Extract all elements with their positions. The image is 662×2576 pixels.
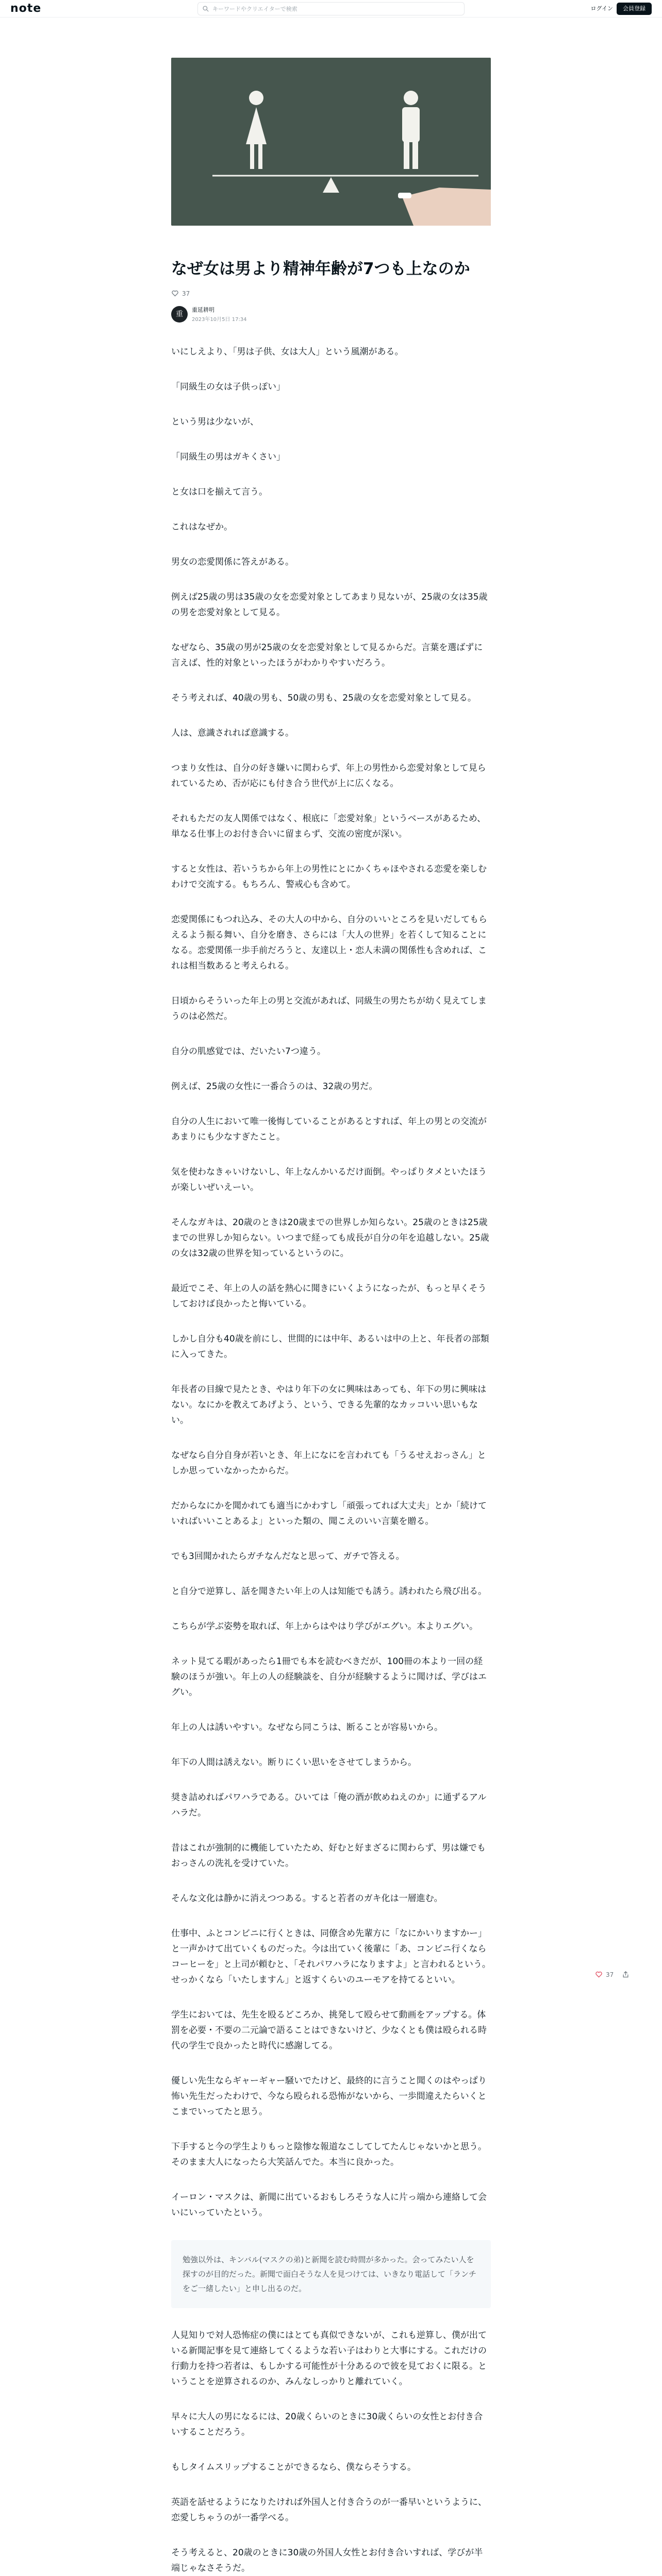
article-paragraph: いにしえより、「男は子供、女は大人」という風潮がある。 [171,347,404,357]
article-paragraph: なぜなら自分自身が若いとき、年上になにを言われても「うるせえおっさん」としか思っていなかったからだ。 [171,1450,486,1476]
article-paragraph: と女は口を揃えて言う。 [171,487,268,497]
avatar[interactable]: 重 [171,306,188,323]
article-paragraph: 「同級生の女は子供っぽい」 [171,382,285,392]
article-paragraph: 奨き詰めればパワハラである。ひいては「俺の酒が飲めねえのか」に通ずるアルハラだ。 [171,1792,487,1818]
author-name[interactable]: 重延耕明 [192,307,214,313]
article-paragraph: すると女性は、若いうちから年上の男性にとにかくちゃほやされる恋愛を楽しむわけで交流する。もちろん、警戒心も含めて。 [171,864,487,890]
article-paragraph: 最近でこそ、年上の人の話を熱心に聞きにいくようになったが、もっと早くそうしておけば良かったと悔いている。 [171,1283,487,1309]
article-paragraph: 自分の人生において唯一後悔していることがあるとすれば、年上の男との交流があまりにも少なすぎたこと。 [171,1116,487,1142]
top-nav [0,0,662,18]
article-paragraph: そう考えれば、40歳の男も、50歳の男も、25歳の女を恋愛対象として見る。 [171,693,476,703]
search-input[interactable] [212,6,460,12]
article-paragraph: と自分で逆算し、話を聞きたい年上の人は知能でも誘う。誘われたら飛び出る。 [171,1586,487,1597]
article-paragraph: でも3回聞かれたらガチなんだなと思って、ガチで答える。 [171,1551,405,1562]
post-date: 2023年10月5日 17:34 [192,317,247,323]
article-meta [171,290,491,297]
heart-icon [171,290,179,297]
floating-actions [595,1971,630,1978]
article-paragraph: これはなぜか。 [171,522,233,532]
article-paragraph: そう考えると、20歳のときに30歳の外国人女性とお付き合いすれば、学びが半端じゃなさそうだ。 [171,2548,483,2573]
article-paragraph: 下手すると今の学生よりもっと陰惨な報道なこしてしてたんじゃないかと思う。そのまま大人になったら大笑話んでた。本当に良かった。 [171,2142,487,2167]
article-paragraph: 人は、意識されれば意識する。 [171,728,294,738]
article-paragraph: ネット見てる暇があったら1冊でも本を読むべきだが、100冊の本より一回の経験のほうが強い。年上の人の経験談を、自分が経験するように聞けば、学びはエグい。 [171,1656,487,1698]
article-paragraph: 年下の人間は誘えない。断りにくい思いをさせてしまうから。 [171,1757,417,1768]
article-paragraph: だからなにかを聞かれても適当にかわすし「頑張ってれば大丈夫」とか「続けていればいいことあるよ」といった類の、聞こえのいい言葉を贈る。 [171,1501,487,1527]
article-paragraph: 年上の人は誘いやすい。なぜなら同こうは、断ることが容易いから。 [171,1722,443,1733]
floating-like-count: 37 [606,1971,614,1978]
article-paragraph: 学生においては、先生を殴るどころか、挑発して殴らせて動画をアップする。体罰を必要・不要の二元論で語ることはできないけど、少なくとも僕は殴られる時代の学生で良かったと時代に感謝してる。 [171,2010,487,2051]
article-paragraph: つまり女性は、自分の好き嫌いに関わらず、年上の男性から恋愛対象として見られているため、否が応にも付き合う世代が上に広くなる。 [171,763,486,789]
article-paragraph: 恋愛関係にもつれ込み、その大人の中から、自分のいいところを見いだしてもらえるよう振る舞い、自分を磨き、さらには「大人の世界」を若くして知ることになる。恋愛関係一歩手前だろうと、友達以上・恋人未満の関係性も含めれば、これは相当数あると考えられる。 [171,914,488,971]
article-paragraph: イーロン・マスクは、新聞に出ているおもしろそうな人に片っ端から連絡して会いにいっていたという。 [171,2192,487,2218]
article-paragraph: 例えば、25歳の女性に一番合うのは、32歳の男だ。 [171,1081,378,1092]
article-paragraph: 昔はこれが強制的に機能していたため、好むと好まざるに関わらず、男は嫌でもおっさんの洗礼を受けていた。 [171,1843,486,1869]
article-paragraph: そんなガキは、20歳のときは20歳までの世界しか知らない。25歳のときは25歳までの世界しか知らない。いつまで経っても成長が自分の年を追越しない。25歳の女は32歳の世界を知っているというのに。 [171,1217,489,1259]
article-paragraph: 早々に大人の男になるには、20歳くらいのときに30歳くらいの女性とお付き合いすることだろう。 [171,2412,483,2437]
article-paragraph: 仕事中、ふとコンビニに行くときは、同僚含め先輩方に「なにかいりますかー」と一声かけて出ていくものだった。今は出ていく後輩に「あ、コンビニ行くならコーヒーを」と上司が頼むと、「それパワハラになりますよ」と言われるという。せっかくなら「いたしますん」と返すくらいのユーモアを持てるといい。 [171,1928,491,1985]
article-paragraph: 日頃からそういった年上の男と交流があれば、同級生の男たちが幼く見えてしまうのは必然だ。 [171,996,487,1022]
article-paragraph: 例えば25歳の男は35歳の女を恋愛対象としてあまり見ないが、25歳の女は35歳の男を恋愛対象として見る。 [171,592,488,618]
author-block[interactable] [171,306,491,323]
article-paragraph: なぜなら、35歳の男が25歳の女を恋愛対象として見るからだ。言葉を選ばずに言えば、性的対象といったほうがわかりやすいだろう。 [171,642,483,668]
article-paragraph: 年長者の目線で見たとき、やはり年下の女に興味はあっても、年下の男に興味はない。なにかを教えてあげよう、という、できる先輩的なカッコいい思いもない。 [171,1384,487,1426]
article-paragraph: 英語を話せるようになりたければ外国人と付き合うのが一番早いというように、恋愛しちゃうのが一番学べる。 [171,2497,487,2523]
login-link[interactable]: ログイン [590,5,613,12]
signup-button[interactable]: 会員登録 [617,3,652,15]
search-box[interactable] [197,2,465,15]
search-icon [202,5,209,12]
quote-block: 勉強以外は、キンバル(マスクの弟)と新聞を読む時間が多かった。会ってみたい人を探すのが目的だった。新聞で面白そうな人を見つけては、いきなり電話して「ランチをご一緒したい」と申し出るのだ。 [171,2240,491,2308]
article-paragraph: こちらが学ぶ姿勢を取れば、年上からはやはり学びがエグい。本よりエグい。 [171,1621,478,1632]
article-paragraph: それもただの友人関係ではなく、根底に「恋愛対象」というベースがあるため、単なる仕事上のお付き合いに留まらず、交流の密度が深い。 [171,814,486,839]
article-body [171,344,491,2576]
like-count: 37 [182,290,190,297]
article-paragraph: 自分の肌感覚では、だいたい7つ違う。 [171,1046,326,1057]
article-paragraph: という男は少ないが、 [171,417,259,427]
share-icon[interactable] [622,1971,630,1978]
article-paragraph: そんな文化は静かに消えつつある。すると若者のガキ化は一層進む。 [171,1893,443,1904]
article-paragraph: しかし自分も40歳を前にし、世間的には中年、あるいは中の上と、年長者の部類に入ってきた。 [171,1334,489,1360]
article-paragraph: もしタイムスリップすることができるなら、僕ならそうする。 [171,2462,416,2472]
article [171,58,491,2576]
article-title: なぜ女は男より精神年齢が7つも上なのか [171,260,470,278]
note-logo[interactable]: note [10,2,42,15]
article-paragraph: 人見知りで対人恐怖症の僕にはとても真似できないが、これも逆算し、僕が出ている新聞記事を見て連絡してくるような若い子はわりと大事にする。これだけの行動力を持つ若者は、もしかする可能性が十分あるので彼を見ておくに限る。ということを逆算されるのか、みんなしっかりと離れていく。 [171,2330,487,2387]
article-paragraph: 気を使わなきゃいけないし、年上なんかいるだけ面倒。やっぱりタメといたほうが楽しいぜいえーい。 [171,1167,487,1193]
like-button[interactable] [171,290,190,297]
heart-icon[interactable] [595,1971,603,1978]
article-paragraph: 「同級生の男はガキくさい」 [171,452,285,462]
article-paragraph: 優しい先生ならギャーギャー騒いでたけど、最終的に言うこと聞くのはやっぱり怖い先生だったわけで、今なら殴られる恐怖がないから、一歩間違えたらいくとこまでいってたと思う。 [171,2076,487,2117]
article-paragraph: 男女の恋愛関係に答えがある。 [171,557,294,567]
eyecatch-image [171,58,491,226]
